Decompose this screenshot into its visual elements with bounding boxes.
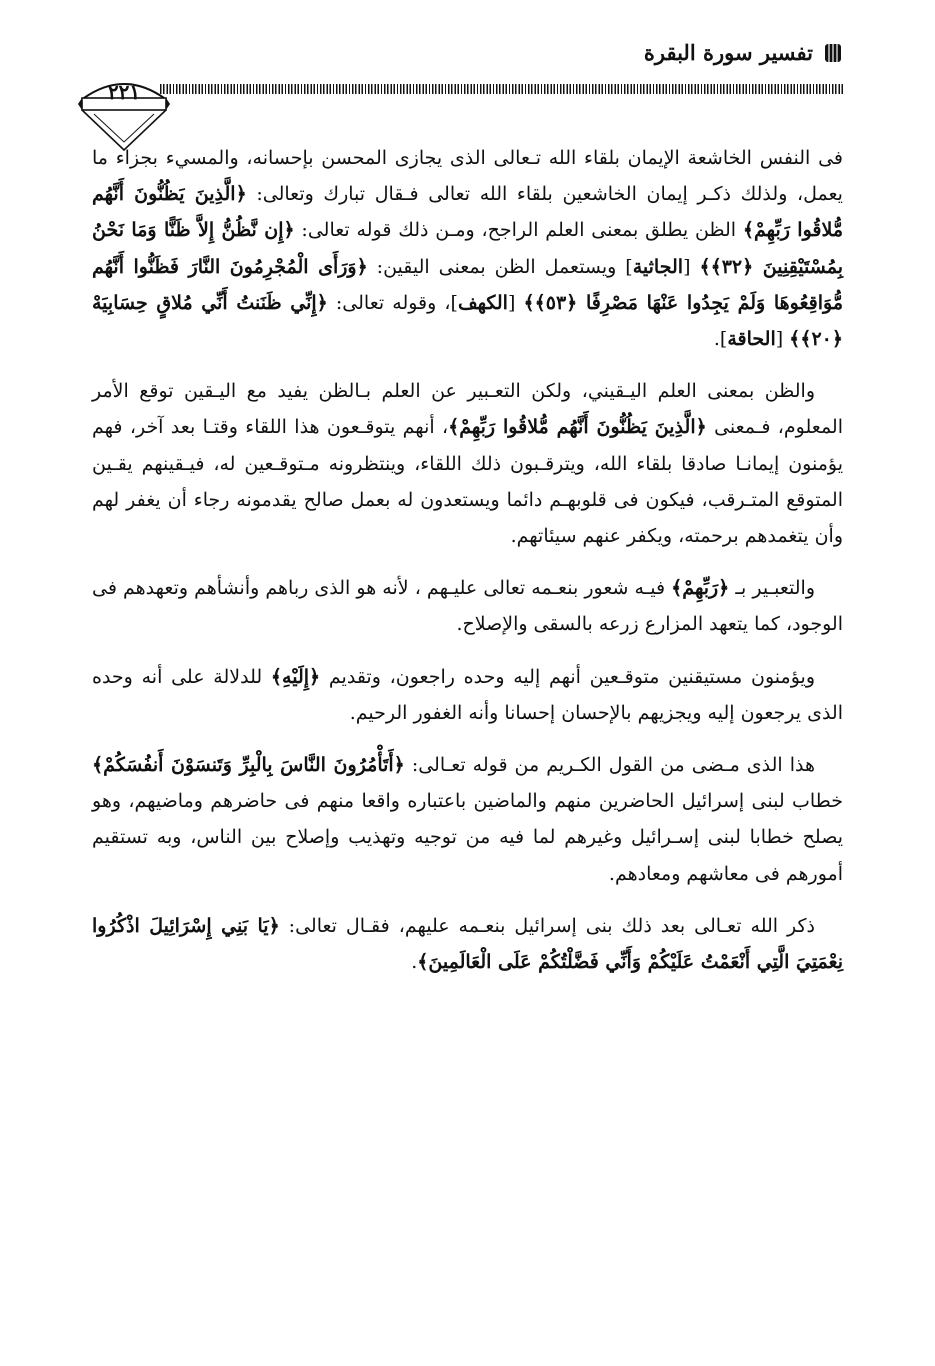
quran-quote: ﴿إِن نَّظُنُّ إِلاَّ ظَنًّا وَمَا نَحْنُ بِمُسْتَيْقِنِينَ ﴿٣٢﴾﴾ <box>92 219 844 278</box>
paragraph <box>92 140 843 357</box>
paragraph <box>92 570 843 642</box>
quran-quote: ﴿رَبِّهِمْ﴾ <box>671 577 730 600</box>
text-run: [ <box>775 328 790 351</box>
header-ornament-icon <box>823 41 843 65</box>
text-run: . <box>411 951 418 974</box>
text-run: والظن بمعنى العلم اليـقيني، ولكن التعـبير عن العلم بـالظن يفيد مع اليـقين توقع الأمر المعلوم، فـمعنى <box>92 380 844 439</box>
quran-quote: ﴿الَّذِينَ يَظُنُّونَ أَنَّهُم مُّلاقُوا رَبِّهِمْ﴾ <box>92 183 843 242</box>
quran-quote: ﴿أَتَأْمُرُونَ النَّاسَ بِالْبِرِّ وَتَنسَوْنَ أَنفُسَكُمْ﴾ <box>92 754 405 777</box>
quran-quote: الكهف <box>457 291 508 314</box>
page-number: ٢٢١ <box>107 80 141 104</box>
quran-quote: ﴿وَرَأَى الْمُجْرِمُونَ النَّارَ فَظَنُّوا أَنَّهُم مُّوَاقِعُوهَا وَلَمْ يَجِدُوا عَنْهَا مَصْرِفًا ﴿٥٣﴾﴾ <box>92 255 844 314</box>
quran-quote: ﴿الَّذِينَ يَظُنُّونَ أَنَّهُم مُّلاقُوا رَبِّهِمْ﴾ <box>448 416 707 439</box>
paragraph <box>92 747 843 892</box>
text-run: ]، وقوله تعالى: <box>327 291 458 314</box>
text-run: [ <box>507 291 524 314</box>
text-run: ] ويستعمل الظن بمعنى اليقين: <box>367 255 633 278</box>
text-run: فيـه شعور بنعـمه تعالى عليـهم ، لأنه هو الذى رباهم وأنشأهم وتعهدهم فى الوجود، كما يتعهد المزارع زرعه بالسقى والإصلاح. <box>92 577 843 636</box>
paragraph <box>92 659 843 731</box>
running-header <box>644 40 843 65</box>
running-title: تفسير سورة البقرة <box>643 40 813 65</box>
paragraph <box>92 908 843 980</box>
quran-quote: ﴿يَا بَنِي إِسْرَائِيلَ اذْكُرُوا نِعْمَتِيَ الَّتِي أَنْعَمْتُ عَلَيْكُمْ وَأَنِّي فَضَّلْتُكُمْ عَلَى الْعَالَمِينَ﴾ <box>92 914 843 974</box>
quran-quote: ﴿إِنِّي ظَنَنتُ أَنِّي مُلاقٍ حِسَابِيَهْ ﴿٢٠﴾﴾ <box>92 291 843 351</box>
quran-quote: الحاقة <box>727 328 776 351</box>
text-run: فى النفس الخاشعة الإيمان بلقاء الله تـعالى الذى يجازى المحسن بإحسانه، والمسيء بجزاء ما يعمل، ولذلك ذكـر إيمان الخاشعين بلقاء الله تعالى فـقال تبارك وتعالى: <box>92 147 843 206</box>
text-run: هذا الذى مـضى من القول الكـريم من قوله تعـالى: <box>404 754 815 777</box>
text-run: للدلالة على أنه وحده الذى يرجعون إليه ويجزيهم بالإحسان إحسانا وأنه الغفور الرحيم. <box>92 665 843 724</box>
header-rule <box>160 84 843 94</box>
text-run: خطاب لبنى إسرائيل الحاضرين منهم والماضين باعتباره واقعا منهم فى حاضرهم وماضيهم، وهو يصلح خطابا لبنى إسـرائيل وغيرهم لما فيه من توجيه وتهذيب وإصلاح بين الناس، وبه تستقيم أمورهم فى معاشهم ومعادهم. <box>92 790 843 885</box>
text-run: والتعبـير بـ <box>729 577 816 600</box>
text-run: ]. <box>713 328 728 351</box>
text-run: ويؤمنون مستيقنين متوقـعين أنهم إليه وحده راجعون، وتقديم <box>320 665 815 688</box>
text-run: ذكر الله تعـالى بعد ذلك بنى إسرائيل بنعـمه عليهم، فقـال تعالى: <box>279 914 815 937</box>
paragraph <box>92 373 843 554</box>
text-run: [ <box>683 255 700 278</box>
quran-quote: الجاثية <box>632 255 684 278</box>
text-run: ، أنهم يتوقـعون هذا اللقاء وقتـا بعد آخر، فهم يؤمنون إيمانـا صادقا بلقاء الله، ويترقـبون ذلك اللقاء، وينتظرونه مـتوقـعين له، فيـقينهم يقـين المتوقع المتـرقب، فيكون فى قلوبهـم دائما ويستعدون له بعمل صالح يقدمونه رجاء أن يغفر لهم وأن يتغمدهم برحمته، ويكفر عنهم سيئاتهم. <box>92 416 843 548</box>
quran-quote: ﴿إِلَيْهِ﴾ <box>270 665 321 688</box>
body-text <box>92 140 843 996</box>
text-run: الظن يطلق بمعنى العلم الراجح، ومـن ذلك قوله تعالى: <box>294 219 743 242</box>
